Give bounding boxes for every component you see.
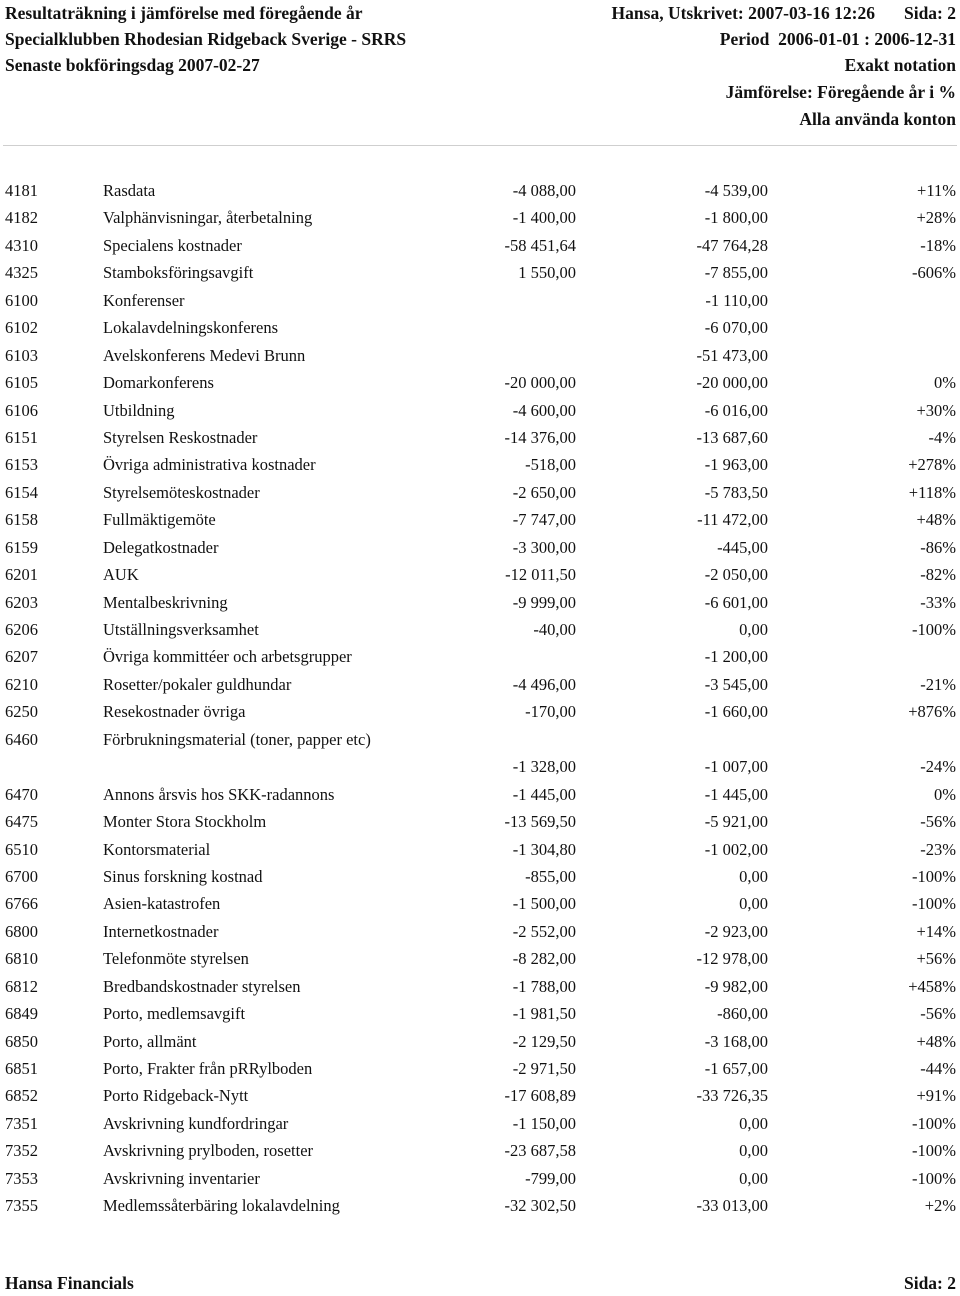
account-name: Internetkostnader xyxy=(103,921,219,941)
previous-year-amount: -33 013,00 xyxy=(696,1196,768,1216)
previous-year-amount: 0,00 xyxy=(739,894,768,914)
account-number: 4310 xyxy=(5,235,38,255)
header-divider xyxy=(3,145,957,146)
current-year-amount: -58 451,64 xyxy=(504,235,576,255)
account-number: 6810 xyxy=(5,949,38,969)
previous-year-amount: -51 473,00 xyxy=(696,345,768,365)
table-row xyxy=(0,1055,960,1082)
change-percent: -100% xyxy=(912,894,956,914)
previous-year-amount: -12 978,00 xyxy=(696,949,768,969)
current-year-amount: -1 788,00 xyxy=(512,976,576,996)
account-name: Medlemssåterbäring lokalavdelning xyxy=(103,1196,340,1216)
table-row xyxy=(0,698,960,725)
account-number: 6102 xyxy=(5,318,38,338)
account-number: 6850 xyxy=(5,1031,38,1051)
account-name: Utbildning xyxy=(103,400,175,420)
change-percent: 0% xyxy=(934,784,956,804)
account-number: 6852 xyxy=(5,1086,38,1106)
current-year-amount: -40,00 xyxy=(533,620,576,639)
current-year-amount: -2 129,50 xyxy=(512,1031,576,1051)
change-percent: -56% xyxy=(920,812,956,832)
current-year-amount: -4 496,00 xyxy=(512,674,576,694)
previous-year-amount: 0,00 xyxy=(739,620,768,639)
previous-year-amount: -33 726,35 xyxy=(696,1086,768,1106)
account-selection: Alla använda konton xyxy=(799,109,956,129)
account-name: Stamboksföringsavgift xyxy=(103,263,254,283)
previous-year-amount: -1 660,00 xyxy=(704,702,768,722)
footer-app-name: Hansa Financials xyxy=(5,1273,134,1293)
account-number: 7351 xyxy=(5,1113,38,1133)
change-percent: -44% xyxy=(920,1059,956,1079)
current-year-amount: -2 552,00 xyxy=(512,921,576,941)
account-number: 6203 xyxy=(5,592,38,612)
current-year-amount: -1 328,00 xyxy=(512,757,576,777)
previous-year-amount: -47 764,28 xyxy=(696,235,768,255)
account-name: Styrelsemöteskostnader xyxy=(103,482,260,502)
account-name: Övriga kommittéer och arbetsgrupper xyxy=(103,647,352,667)
account-number: 6470 xyxy=(5,784,38,804)
account-table xyxy=(0,177,960,1220)
previous-year-amount: -1 007,00 xyxy=(704,757,768,777)
current-year-amount: -20 000,00 xyxy=(504,373,576,393)
change-percent: +56% xyxy=(916,949,956,969)
table-row xyxy=(0,506,960,533)
account-number: 6158 xyxy=(5,510,38,530)
table-row xyxy=(0,1165,960,1192)
table-row xyxy=(0,973,960,1000)
account-name: Avskrivning inventarier xyxy=(103,1168,260,1188)
current-year-amount: -1 400,00 xyxy=(512,208,576,228)
account-number: 6475 xyxy=(5,812,38,832)
account-name: Avskrivning prylboden, rosetter xyxy=(103,1141,314,1161)
account-name: Övriga administrativa kostnader xyxy=(103,455,316,475)
account-name: Kontorsmaterial xyxy=(103,839,211,859)
account-number: 6103 xyxy=(5,345,38,365)
previous-year-amount: -20 000,00 xyxy=(696,373,768,393)
table-row xyxy=(0,918,960,945)
table-row xyxy=(0,863,960,890)
account-name: Rosetter/pokaler guldhundar xyxy=(103,674,292,694)
account-number: 6210 xyxy=(5,674,38,694)
account-name: Porto, Frakter från pRRylboden xyxy=(103,1059,313,1079)
account-number: 7355 xyxy=(5,1196,38,1216)
previous-year-amount: -6 601,00 xyxy=(704,592,768,612)
account-number: 6159 xyxy=(5,537,38,557)
change-percent: +11% xyxy=(917,181,956,200)
last-booking-date: Senaste bokföringsdag 2007-02-27 xyxy=(5,55,260,75)
account-name: Delegatkostnader xyxy=(103,537,219,557)
account-number: 6207 xyxy=(5,647,38,667)
account-number: 6700 xyxy=(5,866,38,886)
table-row xyxy=(0,451,960,478)
account-number: 6851 xyxy=(5,1059,38,1079)
table-row xyxy=(0,1000,960,1027)
account-number: 6510 xyxy=(5,839,38,859)
current-year-amount: -32 302,50 xyxy=(504,1196,576,1216)
table-row xyxy=(0,671,960,698)
previous-year-amount: -6 070,00 xyxy=(704,318,768,338)
account-number: 6105 xyxy=(5,373,38,393)
previous-year-amount: -1 002,00 xyxy=(704,839,768,859)
account-name: Telefonmöte styrelsen xyxy=(103,949,249,969)
previous-year-amount: -2 923,00 xyxy=(704,921,768,941)
table-row xyxy=(0,945,960,972)
current-year-amount: -4 600,00 xyxy=(512,400,576,420)
table-row xyxy=(0,561,960,588)
account-number: 6460 xyxy=(5,729,38,749)
previous-year-amount: 0,00 xyxy=(739,1168,768,1188)
current-year-amount: -2 971,50 xyxy=(512,1059,576,1079)
account-number: 6154 xyxy=(5,482,38,502)
change-percent: -33% xyxy=(920,592,956,612)
printed-timestamp: Hansa, Utskrivet: 2007-03-16 12:26 xyxy=(611,3,875,23)
current-year-amount: -1 500,00 xyxy=(512,894,576,914)
previous-year-amount: -1 800,00 xyxy=(704,208,768,228)
current-year-amount: -12 011,50 xyxy=(505,565,576,585)
change-percent: +14% xyxy=(916,921,956,941)
change-percent: 0% xyxy=(934,373,956,393)
account-name: Utställningsverksamhet xyxy=(103,620,259,639)
change-percent: +118% xyxy=(908,482,956,502)
account-number: 6250 xyxy=(5,702,38,722)
current-year-amount: -1 150,00 xyxy=(512,1113,576,1133)
current-year-amount: -170,00 xyxy=(525,702,576,722)
account-number: 6812 xyxy=(5,976,38,996)
table-row xyxy=(0,287,960,314)
account-number: 6151 xyxy=(5,427,38,447)
current-year-amount: -4 088,00 xyxy=(512,181,576,200)
account-name: Mentalbeskrivning xyxy=(103,592,228,612)
report-period: Period 2006-01-01 : 2006-12-31 xyxy=(719,29,956,49)
account-number: 7353 xyxy=(5,1168,38,1188)
change-percent: +278% xyxy=(908,455,956,475)
previous-year-amount: -9 982,00 xyxy=(704,976,768,996)
account-name: Porto, medlemsavgift xyxy=(103,1004,246,1024)
account-name: Konferenser xyxy=(103,290,185,310)
current-year-amount: -23 687,58 xyxy=(504,1141,576,1161)
change-percent: -82% xyxy=(920,565,956,585)
current-year-amount: -2 650,00 xyxy=(512,482,576,502)
account-number: 4325 xyxy=(5,263,38,283)
account-name: Styrelsen Reskostnader xyxy=(103,427,258,447)
previous-year-amount: -1 110,00 xyxy=(705,290,768,310)
table-row xyxy=(0,314,960,341)
current-year-amount: -17 608,89 xyxy=(504,1086,576,1106)
account-number: 6800 xyxy=(5,921,38,941)
table-row xyxy=(0,232,960,259)
company-name: Specialklubben Rhodesian Ridgeback Sverige - SRRS xyxy=(5,29,407,49)
table-row xyxy=(0,643,960,670)
previous-year-amount: 0,00 xyxy=(739,1141,768,1161)
account-name: Monter Stora Stockholm xyxy=(103,812,267,832)
account-name: Domarkonferens xyxy=(103,373,214,393)
report-title: Resultaträkning i jämförelse med föregående år xyxy=(5,3,363,23)
account-number: 6153 xyxy=(5,455,38,475)
previous-year-amount: -7 855,00 xyxy=(704,263,768,283)
table-row xyxy=(0,616,960,643)
change-percent: -100% xyxy=(912,866,956,886)
account-number: 6106 xyxy=(5,400,38,420)
account-name: AUK xyxy=(103,565,139,585)
account-name: Sinus forskning kostnad xyxy=(103,866,263,886)
account-number: 6206 xyxy=(5,620,38,639)
account-name: Asien-katastrofen xyxy=(103,894,221,914)
change-percent: -100% xyxy=(912,1113,956,1133)
account-name: Annons årsvis hos SKK-radannons xyxy=(103,784,335,804)
account-number: 6849 xyxy=(5,1004,38,1024)
previous-year-amount: -1 445,00 xyxy=(704,784,768,804)
previous-year-amount: -1 200,00 xyxy=(704,647,768,667)
table-row xyxy=(0,808,960,835)
current-year-amount: -3 300,00 xyxy=(512,537,576,557)
table-row xyxy=(0,1082,960,1109)
current-year-amount: -8 282,00 xyxy=(512,949,576,969)
change-percent: +48% xyxy=(916,1031,956,1051)
account-name: Förbrukningsmaterial (toner, papper etc) xyxy=(103,729,371,749)
current-year-amount: -9 999,00 xyxy=(512,592,576,612)
account-number: 6766 xyxy=(5,894,38,914)
previous-year-amount: 0,00 xyxy=(739,1113,768,1133)
current-year-amount: -7 747,00 xyxy=(512,510,576,530)
change-percent: -100% xyxy=(912,1141,956,1161)
account-name: Valphänvisningar, återbetalning xyxy=(103,208,313,228)
change-percent: -86% xyxy=(920,537,956,557)
previous-year-amount: -3 545,00 xyxy=(704,674,768,694)
previous-year-amount: -5 783,50 xyxy=(704,482,768,502)
footer-page-number: Sida: 2 xyxy=(903,1273,956,1293)
account-name: Avelskonferens Medevi Brunn xyxy=(103,345,306,365)
change-percent: -23% xyxy=(920,839,956,859)
change-percent: -100% xyxy=(912,620,956,639)
current-year-amount: -1 981,50 xyxy=(512,1004,576,1024)
account-name: Rasdata xyxy=(103,181,156,200)
table-row xyxy=(0,342,960,369)
table-row xyxy=(0,726,960,781)
previous-year-amount: -6 016,00 xyxy=(704,400,768,420)
previous-year-amount: -1 657,00 xyxy=(704,1059,768,1079)
current-year-amount: -13 569,50 xyxy=(504,812,576,832)
previous-year-amount: -4 539,00 xyxy=(704,181,768,200)
previous-year-amount: -860,00 xyxy=(717,1004,768,1024)
change-percent: -24% xyxy=(920,757,956,777)
table-row xyxy=(0,1137,960,1164)
previous-year-amount: -5 921,00 xyxy=(704,812,768,832)
current-year-amount: -14 376,00 xyxy=(504,427,576,447)
table-row xyxy=(0,424,960,451)
current-year-amount: -518,00 xyxy=(525,455,576,475)
table-row xyxy=(0,781,960,808)
account-number: 7352 xyxy=(5,1141,38,1161)
current-year-amount: -799,00 xyxy=(525,1168,576,1188)
account-number: 4181 xyxy=(5,181,38,200)
account-name: Bredbandskostnader styrelsen xyxy=(103,976,301,996)
table-row xyxy=(0,589,960,616)
account-number: 6201 xyxy=(5,565,38,585)
current-year-amount: -1 304,80 xyxy=(512,839,576,859)
notation-mode: Exakt notation xyxy=(844,55,956,75)
table-row xyxy=(0,204,960,231)
account-name: Specialens kostnader xyxy=(103,235,242,255)
change-percent: +30% xyxy=(916,400,956,420)
change-percent: +48% xyxy=(916,510,956,530)
change-percent: +876% xyxy=(908,702,956,722)
change-percent: +28% xyxy=(916,208,956,228)
previous-year-amount: -3 168,00 xyxy=(704,1031,768,1051)
table-row xyxy=(0,534,960,561)
previous-year-amount: -11 472,00 xyxy=(697,510,768,530)
account-name: Lokalavdelningskonferens xyxy=(103,318,279,338)
current-year-amount: 1 550,00 xyxy=(518,263,576,283)
change-percent: -606% xyxy=(912,263,956,283)
change-percent: -4% xyxy=(928,427,956,447)
table-row xyxy=(0,177,960,204)
change-percent: -56% xyxy=(920,1004,956,1024)
previous-year-amount: -445,00 xyxy=(717,537,768,557)
table-row xyxy=(0,369,960,396)
table-row xyxy=(0,1110,960,1137)
previous-year-amount: -2 050,00 xyxy=(704,565,768,585)
change-percent: -18% xyxy=(920,235,956,255)
account-number: 4182 xyxy=(5,208,38,228)
change-percent: -100% xyxy=(912,1168,956,1188)
previous-year-amount: -1 963,00 xyxy=(704,455,768,475)
account-name: Avskrivning kundfordringar xyxy=(103,1113,289,1133)
table-row xyxy=(0,836,960,863)
change-percent: -21% xyxy=(920,674,956,694)
table-row xyxy=(0,890,960,917)
account-name: Porto, allmänt xyxy=(103,1031,197,1051)
current-year-amount: -855,00 xyxy=(525,866,576,886)
account-number: 6100 xyxy=(5,290,38,310)
previous-year-amount: 0,00 xyxy=(739,866,768,886)
table-row xyxy=(0,479,960,506)
account-name: Resekostnader övriga xyxy=(103,702,246,722)
account-name: Porto Ridgeback-Nytt xyxy=(103,1086,249,1106)
change-percent: +2% xyxy=(924,1196,956,1216)
previous-year-amount: -13 687,60 xyxy=(696,427,768,447)
table-row xyxy=(0,397,960,424)
change-percent: +91% xyxy=(916,1086,956,1106)
comparison-mode: Jämförelse: Föregående år i % xyxy=(725,82,956,102)
current-year-amount: -1 445,00 xyxy=(512,784,576,804)
account-name: Fullmäktigemöte xyxy=(103,510,216,530)
change-percent: +458% xyxy=(908,976,956,996)
table-row xyxy=(0,1192,960,1219)
page-number: Sida: 2 xyxy=(903,3,956,23)
table-row xyxy=(0,259,960,286)
table-row xyxy=(0,1028,960,1055)
